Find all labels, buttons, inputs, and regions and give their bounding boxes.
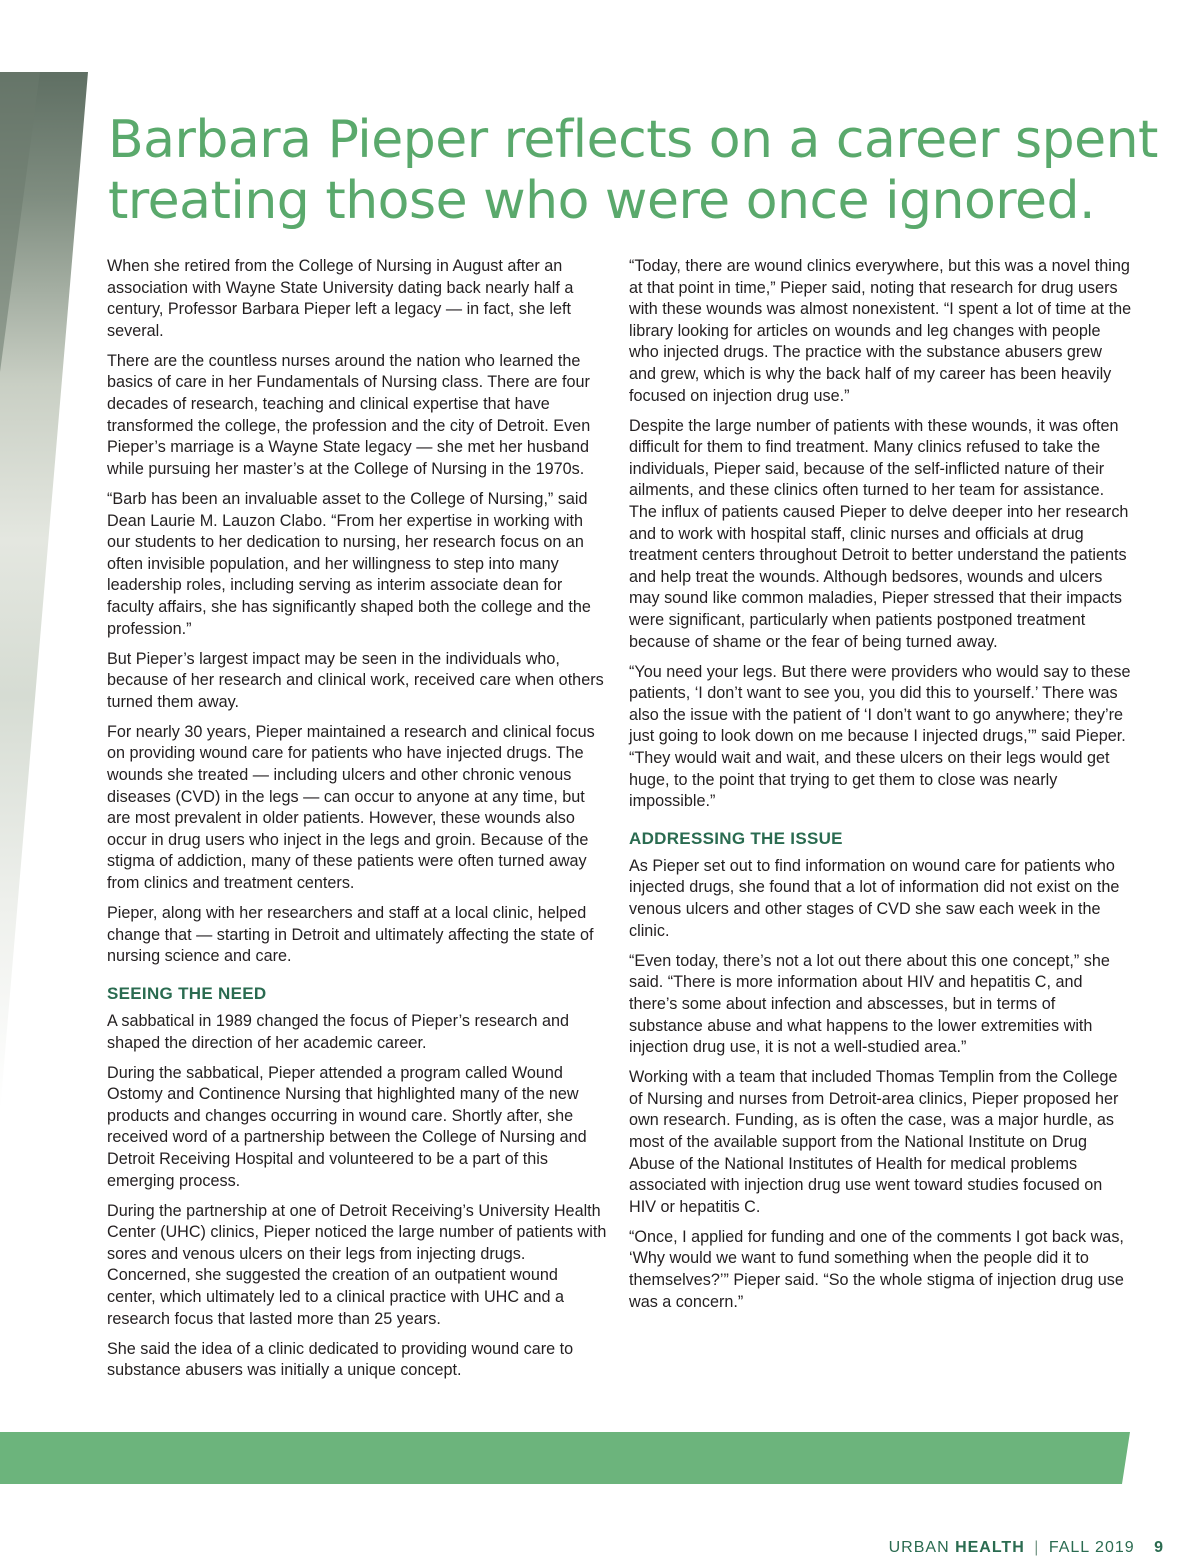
paragraph: “Once, I applied for funding and one of the comments I got back was, ‘Why would we want to fund something when the people did it to themselves?’” Pieper said. “So the whole stigma of injection drug use was a concern.” [629,1227,1124,1311]
page-footer [889,1538,1164,1558]
left-column [107,256,609,1390]
page-number: 9 [1154,1539,1164,1556]
paragraph: As Pieper set out to find information on wound care for patients who injected drugs, she found that a lot of information did not exist on the venous ulcers and other stages of CVD she saw each week in the clinic. [629,856,1120,940]
green-band-decoration [0,1432,1130,1484]
paragraph: “Even today, there’s not a lot out there about this one concept,” she said. “There is more information about HIV and hepatitis C, and there’s some about infection and abscesses, but in terms of substance abuse and what happens to the lower extremities with injection drug use, it is not a well-studied area.” [629,951,1110,1057]
footer-issue: FALL 2019 [1048,1539,1135,1556]
footer-brand-health: HEALTH [955,1539,1025,1556]
paragraph: But Pieper’s largest impact may be seen in the individuals who, because of her research and clinical work, received care when others turned them away. [107,649,604,711]
paragraph: Pieper, along with her researchers and staff at a local clinic, helped change that — starting in Detroit and ultimately affecting the state of nursing science and care. [107,904,594,966]
paragraph: “Barb has been an invaluable asset to the College of Nursing,” said Dean Laurie M. Lauzon Clabo. “From her expertise in working with our students to her dedication to nursing, her research focus on an often invisible population, and her willingness to step into many leadership roles, including serving as interim associate dean for faculty affairs, she has significantly shaped both the college and the profession.” [107,489,591,638]
footer-brand-urban: URBAN [888,1539,956,1556]
paragraph: “Today, there are wound clinics everywhere, but this was a novel thing at that point in time,” Pieper said, noting that research for drug users with these wounds was almost nonexistent. “I spent a lot of time at the library looking for articles on wounds and leg changes with people who injected drugs. The practice with the substance abusers grew and grew, which is why the back half of my career has been heavily focused on injection drug use.” [629,257,1132,405]
paragraph: When she retired from the College of Nursing in August after an association with Wayne State University dating back nearly half a century, Professor Barbara Pieper left a legacy — in fact, she left several. [107,257,574,340]
footer-separator: | [1034,1539,1040,1556]
paragraph: She said the idea of a clinic dedicated to providing wound care to substance abusers was initially a unique concept. [107,1339,574,1380]
paragraph: Despite the large number of patients with these wounds, it was often difficult for them to find treatment. Many clinics refused to take the individuals, Pieper said, because of the self-inflicted nature of their ailments, and these clinics often turned to her team for assistance. The influx of patients caused Pieper to delve deeper into her research and to work with hospital staff, clinic nurses and officials at drug treatment centers throughout Detroit to better understand the patients and help treat the wounds. Although bedsores, wounds and ulcers may sound like common maladies, Pieper stressed that their impacts were significant, particularly when patients postponed treatment because of shame or the fear of being turned away. [629,416,1129,651]
paragraph: There are the countless nurses around the nation who learned the basics of care in her Fundamentals of Nursing class. There are four decades of research, teaching and clinical expertise that have transformed the college, the profession and the city of Detroit. Even Pieper’s marriage is a Wayne State legacy — she met her husband while pursuing her master’s at the College of Nursing in the 1970s. [107,351,591,478]
section-heading-seeing-the-need: SEEING THE NEED [107,983,267,1003]
right-column [629,256,1133,1322]
paragraph: For nearly 30 years, Pieper maintained a research and clinical focus on providing wound care for patients who have injected drugs. The wounds she treated — including ulcers and other chronic venous diseases (CVD) in the legs — can occur to anyone at any time, but are most prevalent in older patients. However, these wounds also occur in drug users who inject in the legs and groin. Because of the stigma of addiction, many of these patients were often turned away from clinics and treatment centers. [107,722,595,893]
article-headline: Barbara Pieper reflects on a career spent treating those who were once ignored. [108,110,1158,231]
paragraph: During the sabbatical, Pieper attended a program called Wound Ostomy and Continence Nursing that highlighted many of the new products and changes occurring in wound care. Shortly after, she received word of a partnership between the College of Nursing and Detroit Receiving Hospital and volunteered to be a part of this emerging process. [107,1063,587,1190]
photo-edge-image [0,72,90,1112]
paragraph: “You need your legs. But there were providers who would say to these patients, ‘I don’t want to see you, you did this to yourself.’ There was also the issue with the patient of ‘I don’t want to go anywhere; they’re just going to look down on me because I injected drugs,’” said Pieper. “They would wait and wait, and these ulcers on their legs would get huge, to the point that trying to get them to close was nearly impossible.” [629,662,1131,811]
paragraph: During the partnership at one of Detroit Receiving’s University Health Center (UHC) clinics, Pieper noticed the large number of patients with sores and venous ulcers on their legs from injecting drugs. Concerned, she suggested the creation of an outpatient wound center, which ultimately led to a clinical practice with UHC and a research focus that lasted more than 25 years. [107,1201,607,1328]
paragraph: A sabbatical in 1989 changed the focus of Pieper’s research and shaped the direction of her academic career. [107,1011,569,1052]
section-heading-addressing-the-issue: ADDRESSING THE ISSUE [629,828,843,848]
paragraph: Working with a team that included Thomas Templin from the College of Nursing and nurses from Detroit-area clinics, Pieper proposed her own research. Funding, as is often the case, was a major hurdle, as most of the available support from the National Institute on Drug Abuse of the National Institutes of Health for medical problems associated with injection drug use went toward studies focused on HIV or hepatitis C. [629,1068,1119,1216]
